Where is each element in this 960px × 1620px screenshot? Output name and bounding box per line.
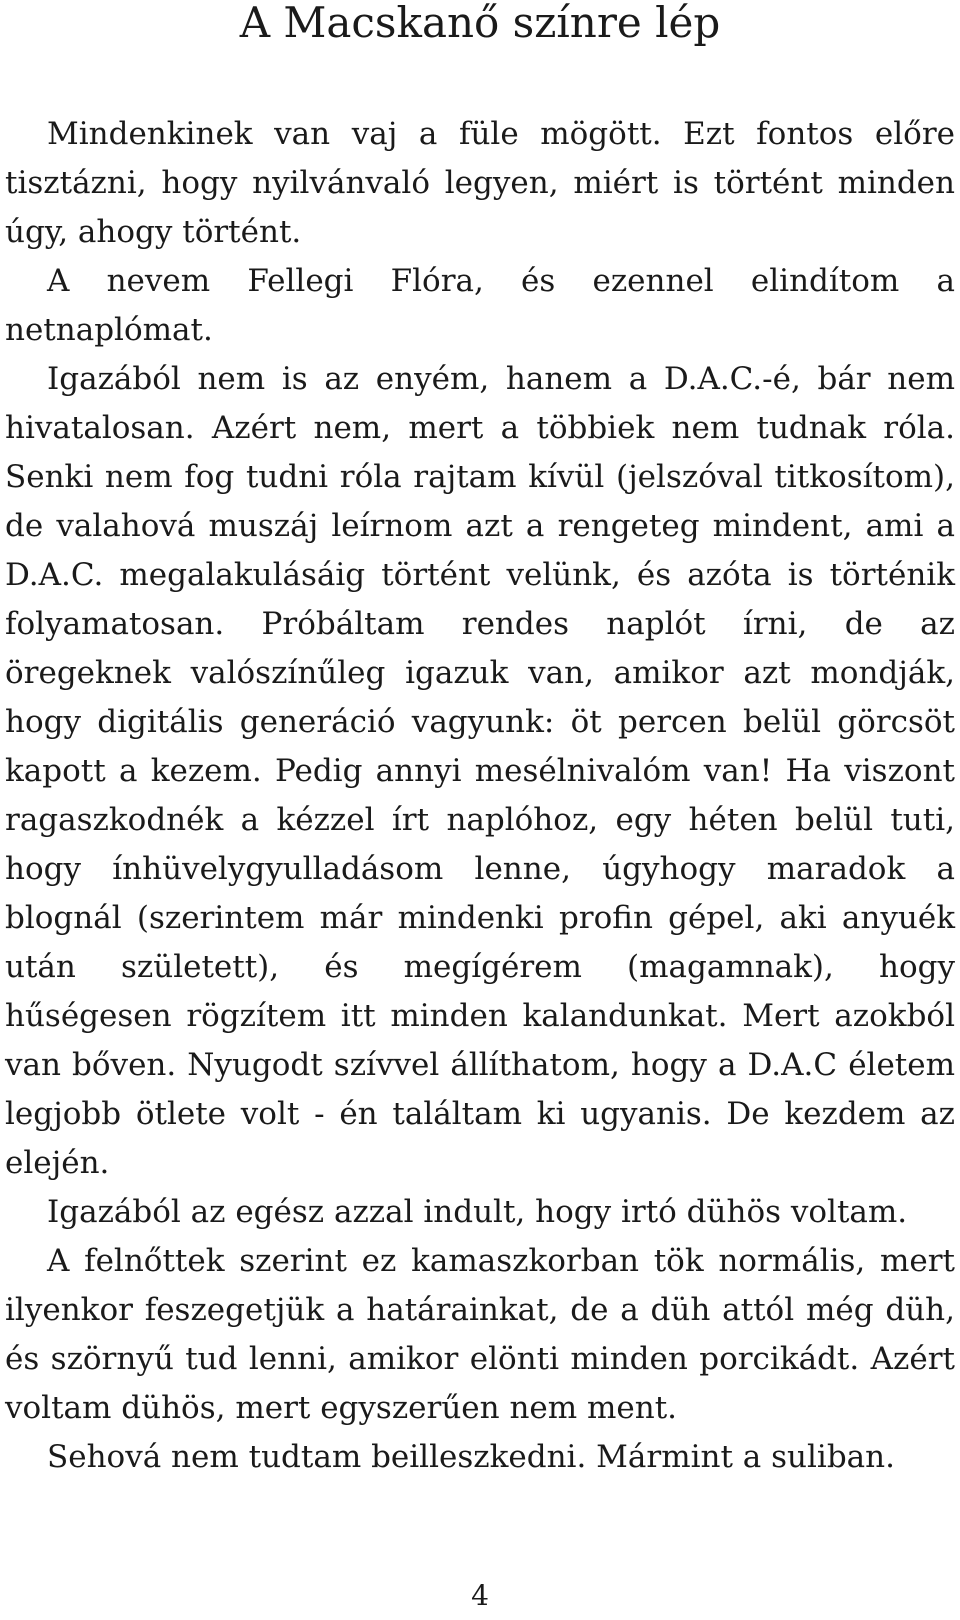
paragraph: Sehová nem tudtam beilleszkedni. Mármint a suliban. xyxy=(47,1439,895,1475)
chapter-body xyxy=(5,110,955,1482)
paragraph: A felnőttek szerint ez kamaszkorban tök normális, mert ilyenkor feszegetjük a határainkat, de a düh attól még düh, és szörnyű tud lenni, amikor elönti minden porcikádt. Azért voltam dühös, mert egyszerűen nem ment. xyxy=(5,1243,955,1426)
page-number: 4 xyxy=(471,1579,489,1612)
paragraph: Igazából az egész azzal indult, hogy irtó dühös voltam. xyxy=(47,1194,908,1230)
paragraph: Igazából nem is az enyém, hanem a D.A.C.-é, bár nem hivatalosan. Azért nem, mert a többiek nem tudnak róla. Senki nem fog tudni róla rajtam kívül (jelszóval titkosítom), de valahová muszáj leírnom azt a rengeteg mindent, ami a D.A.C. megalakulásáig történt velünk, és azóta is történik folyamatosan. Próbáltam rendes naplót írni, de az öregeknek valószínűleg igazuk van, amikor azt mondják, hogy digitális generáció vagyunk: öt percen belül görcsöt kapott a kezem. Pedig annyi mesélnivalóm van! Ha viszont ragaszkodnék a kézzel írt naplóhoz, egy héten belül tuti, hogy ínhüvelygyulladásom lenne, úgyhogy maradok a blognál (szerintem már mindenki profin gépel, aki anyuék után született), és megígérem (magamnak), hogy hűségesen rögzítem itt minden kalandunkat. Mert azokból van bőven. Nyugodt szívvel állíthatom, hogy a D.A.C életem legjobb ötlete volt - én találtam ki ugyanis. De kezdem az elején. xyxy=(5,361,955,1181)
chapter-title: A Macskanő színre lép xyxy=(239,0,721,47)
paragraph: A nevem Fellegi Flóra, és ezennel elindítom a netnaplómat. xyxy=(5,263,955,348)
paragraph: Mindenkinek van vaj a füle mögött. Ezt fontos előre tisztázni, hogy nyilvánvaló legyen, miért is történt minden úgy, ahogy történt. xyxy=(5,116,955,250)
